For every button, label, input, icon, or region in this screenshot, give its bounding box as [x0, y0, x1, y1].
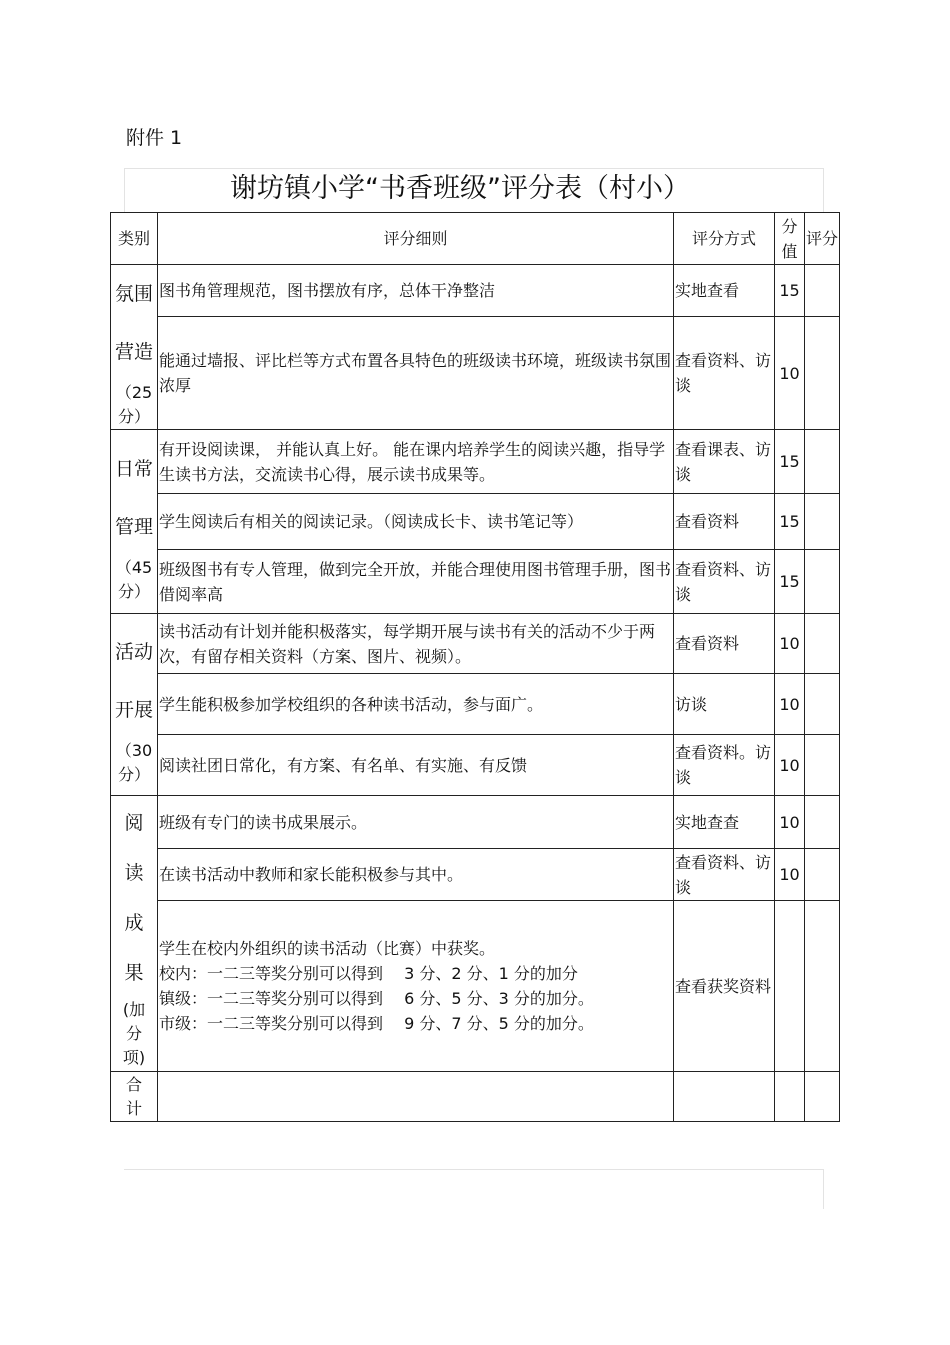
decorative-line: [823, 168, 824, 213]
method-cell: 查看资料。访谈: [674, 735, 775, 796]
table-row: [111, 674, 840, 735]
points-cell: 10: [775, 796, 805, 849]
score-table: [110, 212, 840, 1122]
total-label: 合 计: [111, 1072, 158, 1122]
page-title: 谢坊镇小学“书香班级”评分表（村小）: [230, 173, 690, 204]
total-method-cell: [674, 1072, 775, 1122]
method-cell: 查看资料: [674, 494, 775, 550]
detail-cell: 有开设阅读课， 并能认真上好。 能在课内培养学生的阅读兴趣，指导学生读书方法，交流读书心得，展示读书成果等。: [158, 430, 674, 494]
table-row: [111, 317, 840, 430]
header-row: [111, 213, 840, 265]
score-input-cell[interactable]: [805, 674, 840, 735]
category-activities: 活动 开展 （30 分）: [111, 614, 158, 796]
points-cell: 15: [775, 494, 805, 550]
detail-cell: 在读书活动中教师和家长能积极参与其中。: [158, 849, 674, 901]
table-row: [111, 550, 840, 614]
header-method: 评分方式: [674, 213, 775, 265]
points-cell: [775, 901, 805, 1072]
method-cell: 查看获奖资料: [674, 901, 775, 1072]
method-cell: 实地查看: [674, 265, 775, 317]
total-score-input-cell[interactable]: [805, 1072, 840, 1122]
total-detail-cell: [158, 1072, 674, 1122]
table-row: [111, 796, 840, 849]
detail-cell: 图书角管理规范，图书摆放有序，总体干净整洁: [158, 265, 674, 317]
method-cell: 查看资料、访谈: [674, 849, 775, 901]
detail-cell: 能通过墙报、评比栏等方式布置各具特色的班级读书环境，班级读书氛围浓厚: [158, 317, 674, 430]
table-row: [111, 430, 840, 494]
points-cell: 10: [775, 849, 805, 901]
score-input-cell[interactable]: [805, 550, 840, 614]
header-points: 分值: [775, 213, 805, 265]
detail-cell: 读书活动有计划并能积极落实，每学期开展与读书有关的活动不少于两次，有留存相关资料（方案、图片、视频）。: [158, 614, 674, 674]
method-cell: 查看资料: [674, 614, 775, 674]
decorative-line: [823, 1169, 824, 1209]
decorative-line: [124, 168, 125, 213]
header-score: 评分: [805, 213, 840, 265]
header-detail: 评分细则: [158, 213, 674, 265]
points-cell: 10: [775, 317, 805, 430]
table-row: [111, 265, 840, 317]
header-category: 类别: [111, 213, 158, 265]
method-cell: 访谈: [674, 674, 775, 735]
table-row: [111, 494, 840, 550]
table-row: [111, 614, 840, 674]
score-input-cell[interactable]: [805, 494, 840, 550]
table-row: [111, 735, 840, 796]
detail-cell: 学生阅读后有相关的阅读记录。（阅读成长卡、读书笔记等）: [158, 494, 674, 550]
detail-cell: 学生在校内外组织的读书活动（比赛）中获奖。 校内：一二三等奖分别可以得到 3 分、2 分、1 分的加分 镇级：一二三等奖分别可以得到 6 分、5 分、3 分的加分。 市级：一二三等奖分别可以得到 9 分、7 分、5 分的加分。: [158, 901, 674, 1072]
points-cell: 10: [775, 735, 805, 796]
category-daily-management: 日常 管理 （45 分）: [111, 430, 158, 614]
points-cell: 15: [775, 550, 805, 614]
score-input-cell[interactable]: [805, 735, 840, 796]
detail-cell: 学生能积极参加学校组织的各种读书活动，参与面广。: [158, 674, 674, 735]
score-input-cell[interactable]: [805, 614, 840, 674]
method-cell: 查看资料、访谈: [674, 550, 775, 614]
method-cell: 查看资料、访谈: [674, 317, 775, 430]
score-input-cell[interactable]: [805, 796, 840, 849]
points-cell: 15: [775, 265, 805, 317]
points-cell: 10: [775, 614, 805, 674]
score-input-cell[interactable]: [805, 317, 840, 430]
category-reading-results: 阅 读 成 果 (加 分 项): [111, 796, 158, 1072]
method-cell: 查看课表、访谈: [674, 430, 775, 494]
detail-cell: 班级图书有专人管理，做到完全开放，并能合理使用图书管理手册，图书借阅率高: [158, 550, 674, 614]
score-input-cell[interactable]: [805, 265, 840, 317]
points-cell: 15: [775, 430, 805, 494]
total-points-cell: [775, 1072, 805, 1122]
score-input-cell[interactable]: [805, 901, 840, 1072]
total-row: [111, 1072, 840, 1122]
points-cell: 10: [775, 674, 805, 735]
method-cell: 实地查查: [674, 796, 775, 849]
score-input-cell[interactable]: [805, 849, 840, 901]
category-atmosphere: 氛围 营造 （25 分）: [111, 265, 158, 430]
decorative-line: [124, 1169, 824, 1170]
table-row: [111, 849, 840, 901]
attachment-label: 附件 1: [126, 127, 183, 149]
score-input-cell[interactable]: [805, 430, 840, 494]
table-row: [111, 901, 840, 1072]
detail-cell: 阅读社团日常化，有方案、有名单、有实施、有反馈: [158, 735, 674, 796]
detail-cell: 班级有专门的读书成果展示。: [158, 796, 674, 849]
